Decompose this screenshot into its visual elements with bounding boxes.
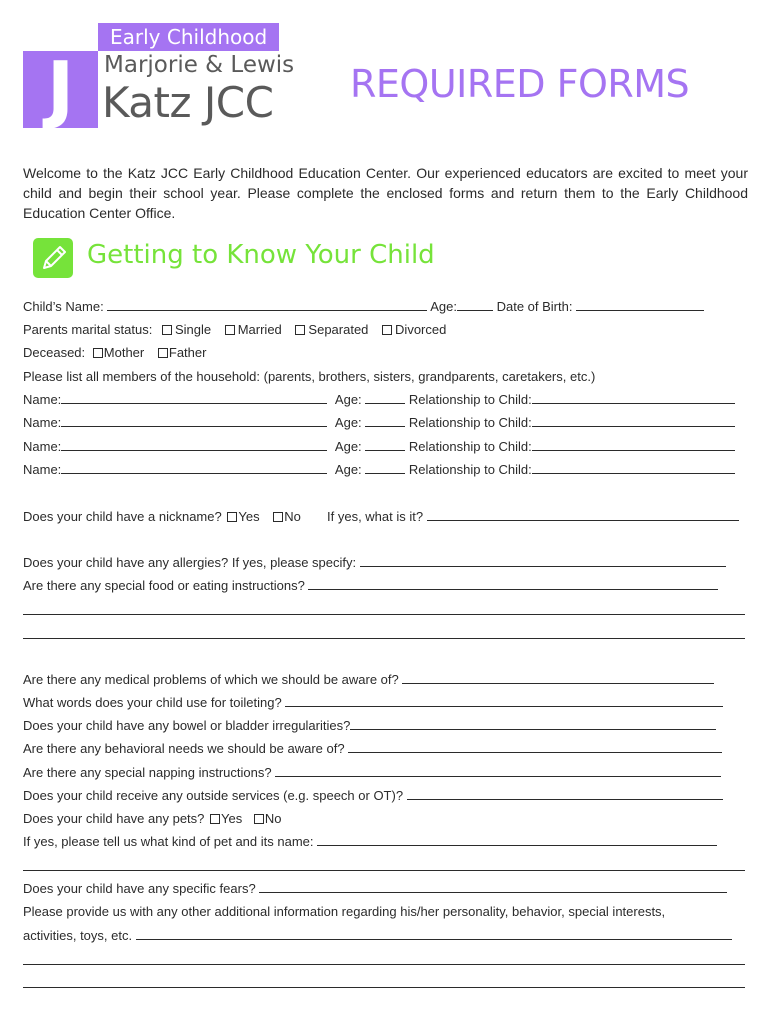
married-checkbox[interactable] — [225, 325, 235, 335]
fears-field[interactable] — [259, 881, 727, 893]
medical-row — [23, 672, 714, 688]
household-member-row — [23, 439, 735, 455]
single-checkbox[interactable] — [162, 325, 172, 335]
allergies-label: Does your child have any allergies? If yes, please specify: — [23, 555, 357, 570]
intro-paragraph: Welcome to the Katz JCC Early Childhood Education Center. Our experienced educators are excited to meet your child and begin their school year. Please complete the enclosed forms and return them to the Early Childhood Education Center Office. — [23, 165, 748, 221]
pets-no-checkbox[interactable] — [254, 814, 264, 824]
logo-letter: J — [23, 51, 98, 128]
pets-followup-row — [23, 834, 717, 850]
member-age-label: Age: — [334, 462, 362, 477]
child-name-label: Child’s Name: — [23, 299, 104, 314]
separated-checkbox[interactable] — [295, 325, 305, 335]
blank-line[interactable] — [23, 987, 745, 988]
food-row — [23, 578, 718, 594]
member-relationship-field[interactable] — [532, 439, 735, 451]
member-name-field[interactable] — [61, 462, 327, 474]
member-relationship-field[interactable] — [532, 392, 735, 404]
no-label: No — [264, 811, 282, 826]
allergies-field[interactable] — [360, 555, 726, 567]
additional-info-prompt: Please provide us with any other additional information regarding his/her personality, behavior, special interests, — [23, 904, 666, 919]
divorced-label: Divorced — [395, 322, 447, 337]
member-relationship-label: Relationship to Child: — [408, 439, 532, 454]
services-label: Does your child receive any outside services (e.g. speech or OT)? — [23, 788, 404, 803]
bowel-row — [23, 718, 716, 734]
pets-followup-label: If yes, please tell us what kind of pet and its name: — [23, 834, 314, 849]
page-title: REQUIRED FORMS — [350, 62, 690, 106]
member-name-field[interactable] — [61, 392, 327, 404]
allergies-row — [23, 555, 726, 571]
deceased-label: Deceased: — [23, 345, 86, 360]
nickname-yes-checkbox[interactable] — [227, 512, 237, 522]
medical-label: Are there any medical problems of which we should be aware of? — [23, 672, 399, 687]
yes-label: Yes — [238, 509, 260, 524]
member-name-label: Name: — [23, 392, 62, 407]
bowel-field[interactable] — [350, 718, 716, 730]
pets-yes-checkbox[interactable] — [210, 814, 220, 824]
napping-field[interactable] — [275, 765, 721, 777]
no-label: No — [284, 509, 301, 524]
nickname-followup-label: If yes, what is it? — [327, 509, 424, 524]
nickname-row — [23, 509, 301, 525]
household-member-row — [23, 462, 735, 478]
separated-label: Separated — [308, 322, 369, 337]
member-relationship-label: Relationship to Child: — [408, 415, 532, 430]
single-label: Single — [174, 322, 212, 337]
behavioral-row — [23, 741, 722, 757]
additional-info-field[interactable] — [136, 928, 732, 940]
pets-row — [23, 811, 281, 827]
member-name-field[interactable] — [61, 439, 327, 451]
member-age-field[interactable] — [365, 415, 405, 427]
food-field[interactable] — [308, 578, 718, 590]
marital-status-label: Parents marital status: — [23, 322, 153, 337]
father-checkbox[interactable] — [158, 348, 168, 358]
divorced-checkbox[interactable] — [382, 325, 392, 335]
mother-checkbox[interactable] — [93, 348, 103, 358]
napping-label: Are there any special napping instructions? — [23, 765, 272, 780]
age-label: Age: — [430, 299, 457, 314]
member-relationship-label: Relationship to Child: — [408, 392, 532, 407]
additional-info-label: activities, toys, etc. — [23, 928, 133, 943]
nickname-field[interactable] — [427, 509, 739, 521]
marital-status-row — [23, 322, 446, 338]
org-name-line1: Marjorie & Lewis — [104, 52, 295, 78]
household-member-row — [23, 415, 735, 431]
dob-label: Date of Birth: — [496, 299, 573, 314]
deceased-row — [23, 345, 206, 361]
fears-row — [23, 881, 727, 897]
blank-line[interactable] — [23, 964, 745, 965]
member-age-field[interactable] — [365, 439, 405, 451]
yes-label: Yes — [221, 811, 243, 826]
member-name-label: Name: — [23, 415, 62, 430]
age-field[interactable] — [457, 299, 493, 311]
napping-row — [23, 765, 721, 781]
nickname-no-checkbox[interactable] — [273, 512, 283, 522]
pencil-icon — [33, 238, 73, 278]
dob-field[interactable] — [576, 299, 704, 311]
nickname-label: Does your child have a nickname? — [23, 509, 222, 524]
pets-field[interactable] — [317, 834, 717, 846]
additional-info-row — [23, 928, 732, 944]
fears-label: Does your child have any specific fears? — [23, 881, 256, 896]
married-label: Married — [237, 322, 282, 337]
member-age-field[interactable] — [365, 392, 405, 404]
member-relationship-field[interactable] — [532, 415, 735, 427]
toileting-field[interactable] — [285, 695, 723, 707]
food-label: Are there any special food or eating instructions? — [23, 578, 305, 593]
member-relationship-field[interactable] — [532, 462, 735, 474]
section-title: Getting to Know Your Child — [87, 240, 435, 270]
child-name-row — [23, 299, 704, 315]
member-age-label: Age: — [334, 415, 362, 430]
member-name-label: Name: — [23, 439, 62, 454]
org-name-line2: Katz JCC — [102, 78, 274, 127]
toileting-label: What words does your child use for toileting? — [23, 695, 282, 710]
member-relationship-label: Relationship to Child: — [408, 462, 532, 477]
nickname-followup-row — [327, 509, 739, 525]
member-name-field[interactable] — [61, 415, 327, 427]
logo-band: Early Childhood — [98, 23, 279, 51]
member-age-label: Age: — [334, 392, 362, 407]
member-name-label: Name: — [23, 462, 62, 477]
services-field[interactable] — [407, 788, 723, 800]
medical-field[interactable] — [402, 672, 714, 684]
behavioral-field[interactable] — [348, 741, 722, 753]
household-member-row — [23, 392, 735, 408]
pets-label: Does your child have any pets? — [23, 811, 205, 826]
member-age-label: Age: — [334, 439, 362, 454]
services-row — [23, 788, 723, 804]
child-name-field[interactable] — [107, 299, 427, 311]
mother-label: Mother — [103, 345, 145, 360]
blank-line[interactable] — [23, 870, 745, 871]
member-age-field[interactable] — [365, 462, 405, 474]
behavioral-label: Are there any behavioral needs we should be aware of? — [23, 741, 345, 756]
bowel-label: Does your child have any bowel or bladder irregularities? — [23, 718, 351, 733]
household-prompt: Please list all members of the household: (parents, brothers, sisters, grandparents, caretakers, etc.) — [23, 369, 596, 384]
blank-line[interactable] — [23, 638, 745, 639]
toileting-row — [23, 695, 723, 711]
father-label: Father — [168, 345, 207, 360]
blank-line[interactable] — [23, 614, 745, 615]
